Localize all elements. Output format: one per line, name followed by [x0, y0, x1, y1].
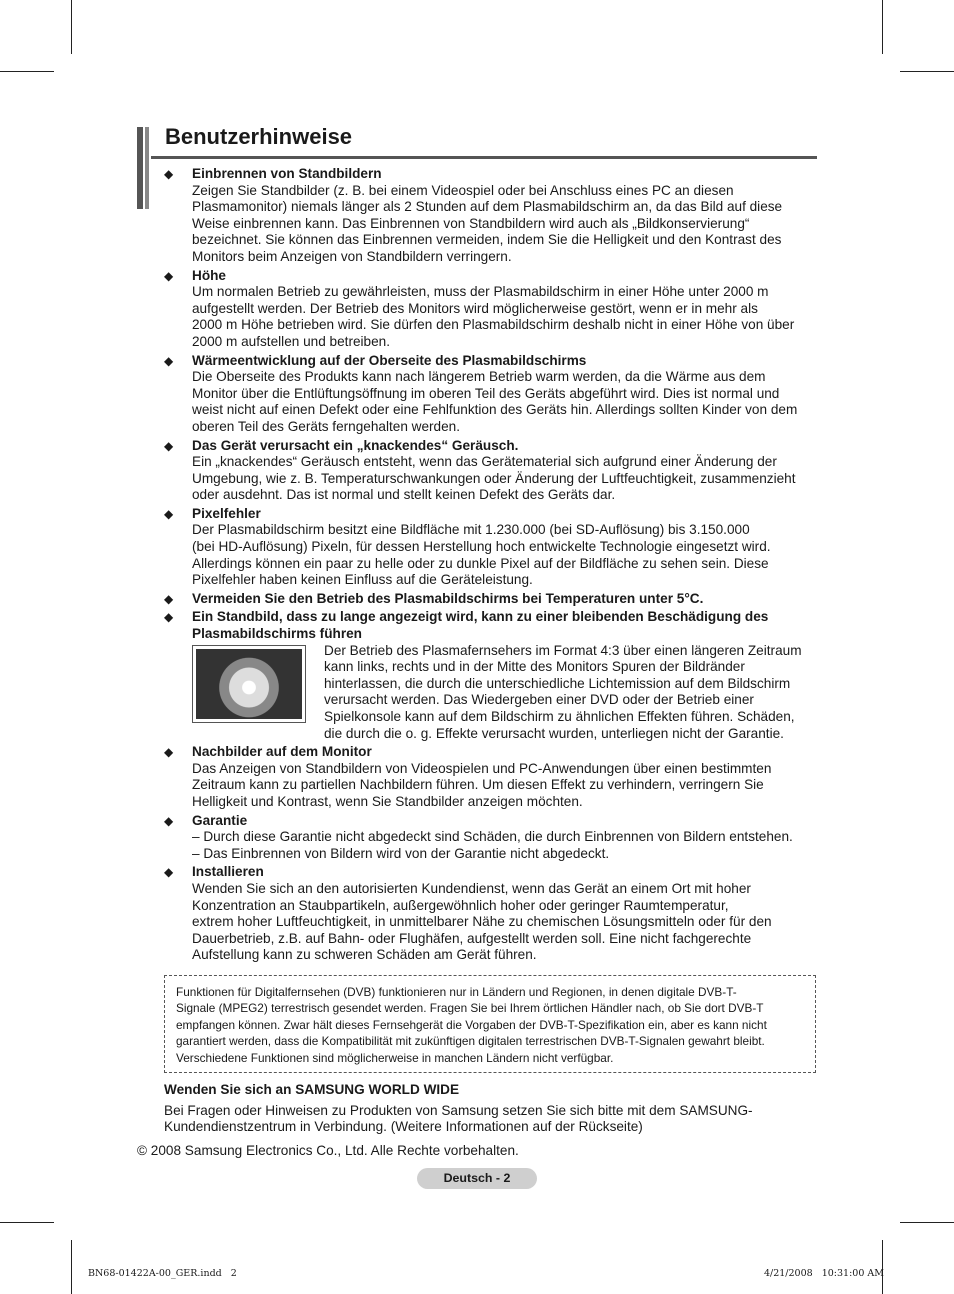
list-item [164, 506, 816, 589]
contact-title: Wenden Sie sich an SAMSUNG WORLD WIDE [164, 1082, 460, 1097]
section-body: Um normalen Betrieb zu gewährleisten, muss der Plasmabildschirm in einer Höhe unter 2000 m aufgestellt werden. Der Betrieb des Monitors wird möglicherweise gestört, wenn er in mehr als 2000 m Höhe betrieben wird. Sie dürfen den Plasmabildschirm deshalb nicht in einer Höhe von über 2000 m aufstellen und betreiben. [192, 284, 795, 349]
page-title: Benutzerhinweise [165, 124, 353, 149]
list-item [164, 744, 816, 810]
contact-section [164, 1082, 816, 1136]
section-title: Ein Standbild, dass zu lange angezeigt wird, kann zu einer bleibenden Beschädigung des Plasmabildschirms führen [192, 609, 769, 642]
dvb-note-box: Funktionen für Digitalfernsehen (DVB) funktionieren nur in Ländern und Regionen, in denen digitale DVB-T- Signale (MPEG2) terrestrisch gesendet werden. Fragen Sie bei Ihrem örtlichen Händler nach, ob Sie dort DVB-T empfangen können. Zwar hält dieses Fernsehgerät die Vorgaben der DVB-T-Spezifikation ein, aber es kann nicht garantiert werden, dass die Kompatibilität mit zukünftigen digitalen terrestrischen DVB-T-Signalen gewahrt bleibt. Verschiedene Funktionen sind möglicherweise in manchen Ländern nicht verfügbar. [164, 975, 816, 1073]
list-item [164, 813, 816, 863]
list-item [164, 268, 816, 351]
title-decoration [137, 127, 151, 209]
diamond-bullet-icon: ◆ [164, 610, 174, 625]
crop-mark [882, 0, 883, 54]
crop-mark [71, 0, 72, 54]
crop-mark [900, 1222, 954, 1223]
section-body: Die Oberseite des Produkts kann nach längerem Betrieb warm werden, da die Wärme aus dem Monitor über die Entlüftungsöffnung im oberen Teil des Geräts abgeführt wird. Dies ist normal und weist nicht auf einen Defekt oder eine Fehlfunktion des Geräts hin. Allerdings sollten Kinder von dem oberen Teil des Geräts ferngehalten werden. [192, 369, 798, 434]
section-body: Wenden Sie sich an den autorisierten Kundendienst, wenn das Gerät an einem Ort mit hoher Konzentration an Staubpartikeln, außergewöhnlich hoher oder geringer Raumtemperatur, extrem hoher Luftfeuchtigkeit, in unmittelbarer Nähe zu chemischen Lösungsmitteln oder für den Dauerbetrieb, z.B. auf Bahn- oder Flughäfen, aufgestellt werden soll. Eine nicht fachgerechte Aufstellung kann zu schweren Schäden am Gerät führen. [192, 880, 772, 963]
section-body: – Durch diese Garantie nicht abgedeckt sind Schäden, die durch Einbrennen von Bildern entstehen. – Das Einbrennen von Bildern wird von der Garantie nicht abgedeckt. [192, 829, 793, 861]
section-title: Einbrennen von Standbildern [192, 166, 382, 181]
page-number-badge: Deutsch - 2 [417, 1168, 537, 1189]
diamond-bullet-icon: ◆ [164, 813, 174, 828]
list-item [164, 609, 816, 742]
contact-body: Bei Fragen oder Hinweisen zu Produkten von Samsung setzen Sie sich bitte mit dem SAMSUNG- Kundendienstzentrum in Verbindung. (Weitere Informationen auf der Rückseite) [164, 1102, 753, 1135]
section-title: Wärmeentwicklung auf der Oberseite des Plasmabildschirms [192, 352, 587, 368]
section-title: Pixelfehler [192, 505, 261, 521]
section-title: Das Gerät verursacht ein „knackendes“ Geräusch. [192, 437, 519, 453]
section-body: Das Anzeigen von Standbildern von Videospielen und PC-Anwendungen über einen bestimmten Zeitraum kann zu partiellen Nachbildern führen. Um diesen Effekt zu verhindern, verringern Sie Helligkeit und Kontrast, wenn Sie Standbilder anzeigen möchten. [192, 760, 772, 809]
section-body: Ein „knackendes“ Geräusch entsteht, wenn das Gerätematerial sich aufgrund einer Änderung der Umgebung, wie z. B. Temperaturschwankungen oder Änderung der Luftfeuchtigkeit, zusammenzieht oder ausdehnt. Das ist normal und stellt keinen Defekt des Geräts dar. [192, 454, 796, 503]
section-body: Der Plasmabildschirm besitzt eine Bildfläche mit 1.230.000 (bei SD-Auflösung) bis 3.150.000 (bei HD-Auflösung) Pixeln, für dessen Herstellung hoch entwickelte Technologie eingesetzt wird. Allerdings können ein paar zu helle oder zu dunkle Pixel auf der Bildfläche zu sehen sein. Diese Pixelfehler haben keinen Einfluss auf die Geräteleistung. [192, 522, 771, 588]
section-title: Installieren [192, 864, 264, 880]
diamond-bullet-icon: ◆ [164, 591, 174, 606]
section-title: Nachbilder auf dem Monitor [192, 744, 372, 760]
footer-timestamp: 4/21/2008 10:31:00 AM [763, 1268, 884, 1279]
crop-mark [71, 1240, 72, 1294]
diamond-bullet-icon: ◆ [164, 865, 174, 880]
crop-mark [900, 71, 954, 72]
diamond-bullet-icon: ◆ [164, 506, 174, 521]
list-item [164, 438, 816, 504]
section-body: Zeigen Sie Standbilder (z. B. bei einem Videospiel oder bei Anschluss eines PC an diesen Plasmamonitor) niemals länger als 2 Stunden auf dem Plasmabildschirm an, da das Bild auf diese Weise einbrennen kann. Das Einbrennen von Standbildern wird auch als „Bildkonservierung“ bezeichnet. Sie können das Einbrennen vermeiden, indem Sie die Helligkeit und den Kontrast des Monitors beim Anzeigen von Standbildern verringern. [192, 182, 783, 264]
crop-mark [882, 1240, 883, 1294]
diamond-bullet-icon: ◆ [164, 167, 174, 181]
copyright: © 2008 Samsung Electronics Co., Ltd. Alle Rechte vorbehalten. [137, 1143, 519, 1158]
list-item [164, 864, 816, 964]
footer-file: BN68-01422A-00_GER.indd 2 [88, 1268, 237, 1279]
section-title: Vermeiden Sie den Betrieb des Plasmabildschirms bei Temperaturen unter 5°C. [192, 590, 704, 606]
crop-mark [0, 71, 54, 72]
diamond-bullet-icon: ◆ [164, 268, 174, 283]
title-rule [151, 156, 817, 159]
crop-mark [0, 1222, 54, 1223]
diamond-bullet-icon: ◆ [164, 438, 174, 453]
section-body: Der Betrieb des Plasmafernsehers im Format 4:3 über einen längeren Zeitraum kann links, rechts und in der Mitte des Monitors Spuren der Bildränder hinterlassen, die durch die unterschiedliche Lichtemission auf dem Bildschirm verursacht werden. Das Wiedergeben einer DVD oder der Betrieb einer Spielkonsole kann auf dem Bildschirm zu ähnlichen Effekten führen. Schäden, die durch die o. g. Effekte verursacht wurden, unterliegen nicht der Garantie. [324, 642, 802, 741]
list-item [164, 353, 816, 436]
diamond-bullet-icon: ◆ [164, 353, 174, 368]
notes-list [164, 166, 816, 966]
diamond-bullet-icon: ◆ [164, 745, 174, 760]
screen-burn-in-image [192, 645, 306, 723]
section-title: Garantie [192, 812, 248, 828]
list-item [164, 591, 816, 608]
section-title: Höhe [192, 267, 226, 283]
list-item [164, 166, 816, 266]
